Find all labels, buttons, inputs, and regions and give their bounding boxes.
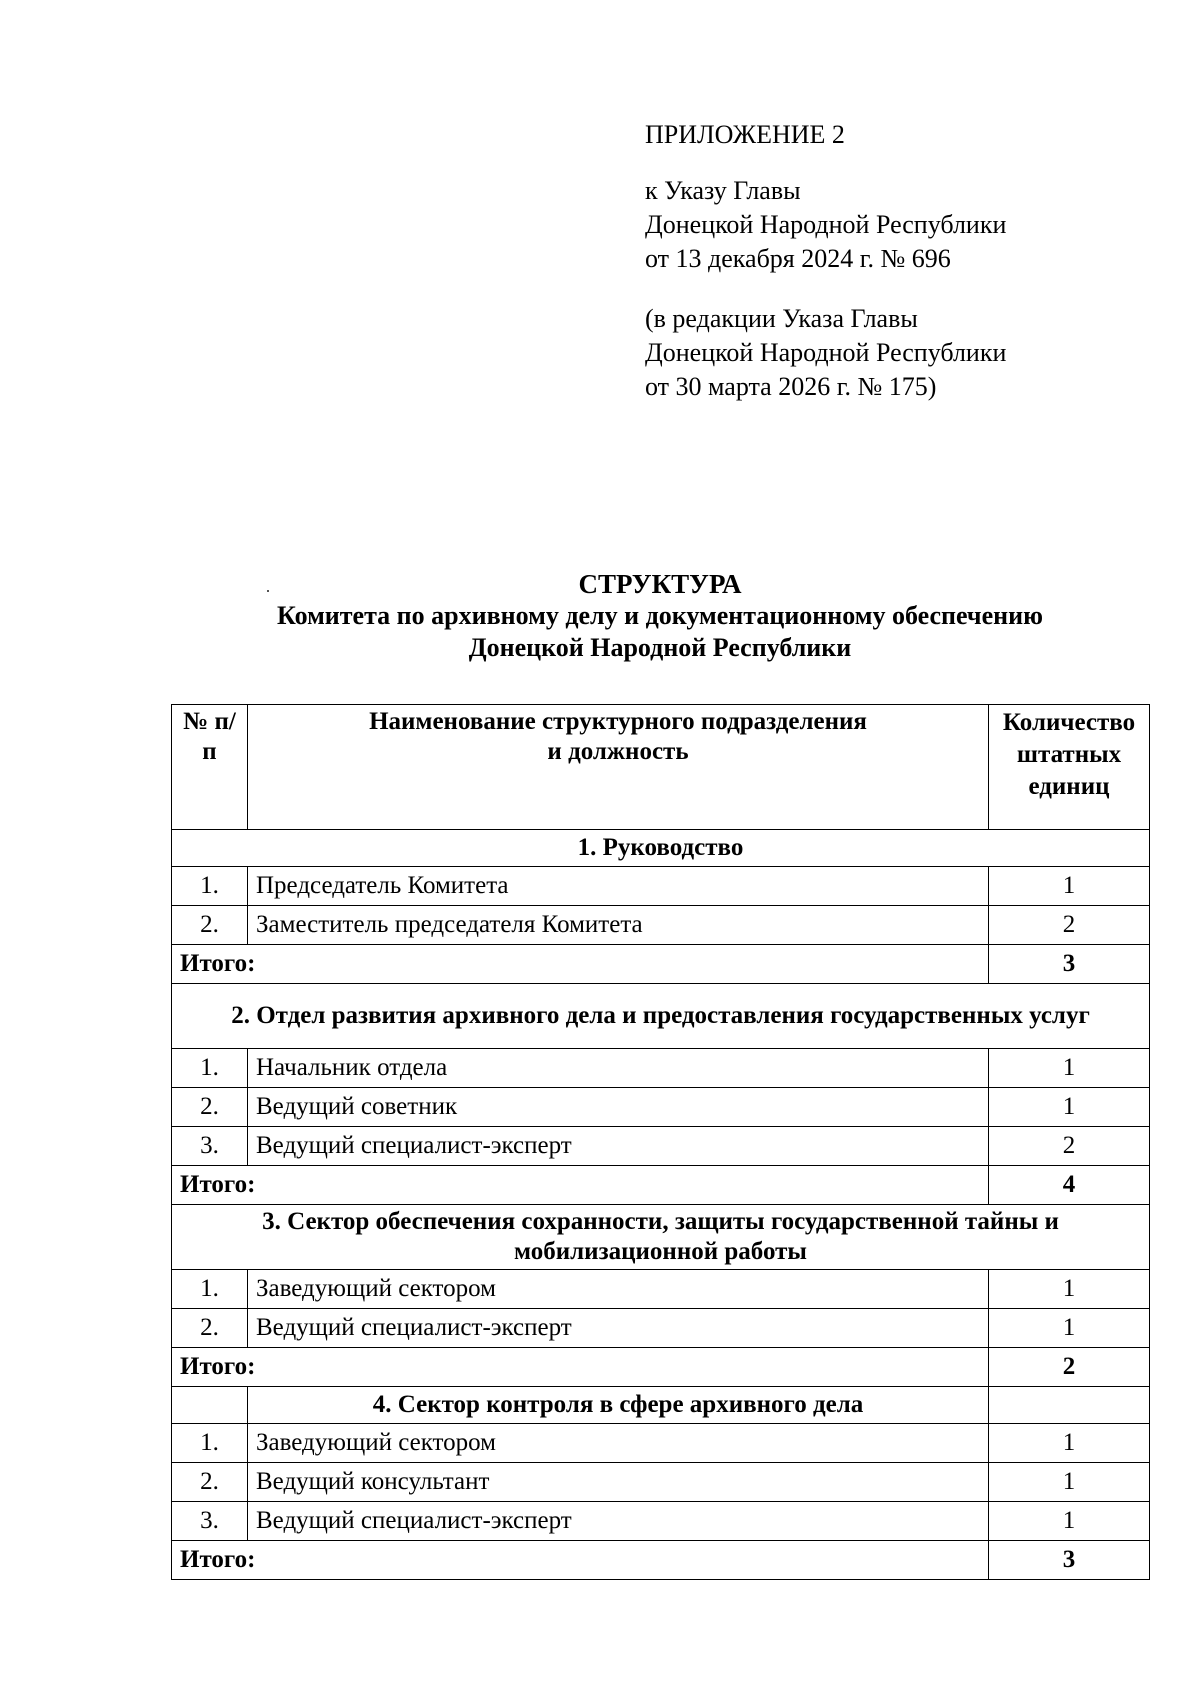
appendix-title: ПРИЛОЖЕНИЕ 2 [645,120,845,149]
section-title: 3. Сектор обеспечения сохранности, защиты государственной тайны и мобилизационной работы [172,1205,1150,1270]
row-count: 1 [989,1088,1150,1127]
table-row [172,1502,1150,1541]
table-row [172,906,1150,945]
total-label: Итого: [172,1166,989,1205]
row-count: 1 [989,867,1150,906]
table-header-row [172,705,1150,830]
section-row [172,1387,1150,1424]
appendix-ref-line: Донецкой Народной Республики [645,210,1007,239]
table-row [172,1127,1150,1166]
total-label: Итого: [172,1541,989,1580]
row-count: 1 [989,1424,1150,1463]
appendix-edition-line: (в редакции Указа Главы [645,304,918,333]
total-value: 2 [989,1348,1150,1387]
header-num: № п/п [172,705,248,830]
row-num: 2. [172,1088,248,1127]
row-num: 3. [172,1127,248,1166]
total-row [172,1348,1150,1387]
row-count: 1 [989,1309,1150,1348]
total-value: 4 [989,1166,1150,1205]
document-heading: СТРУКТУРА [578,569,742,599]
row-count: 2 [989,1127,1150,1166]
row-num: 2. [172,1463,248,1502]
appendix-ref-line: к Указу Главы [645,176,801,205]
row-position: Председатель Комитета [248,867,989,906]
row-count: 1 [989,1502,1150,1541]
document-subtitle: Комитета по архивному делу и документационному обеспечению [277,601,1043,630]
row-num: 1. [172,1424,248,1463]
row-position: Заведующий сектором [248,1424,989,1463]
row-num: 1. [172,867,248,906]
table-row [172,1424,1150,1463]
row-position: Ведущий специалист-эксперт [248,1502,989,1541]
total-row [172,945,1150,984]
section-empty-cell [172,1387,248,1424]
row-position: Заведующий сектором [248,1270,989,1309]
row-num: 1. [172,1049,248,1088]
section-row [172,1205,1150,1270]
row-position: Заместитель председателя Комитета [248,906,989,945]
appendix-block [645,118,1006,404]
document-title [170,568,1150,664]
appendix-edition-line: Донецкой Народной Республики [645,338,1007,367]
appendix-ref-line: от 13 декабря 2024 г. № 696 [645,244,951,273]
section-title: 1. Руководство [172,830,1150,867]
row-num: 3. [172,1502,248,1541]
row-count: 1 [989,1049,1150,1088]
row-count: 2 [989,906,1150,945]
total-label: Итого: [172,945,989,984]
total-value: 3 [989,1541,1150,1580]
row-count: 1 [989,1463,1150,1502]
total-row [172,1166,1150,1205]
row-num: 2. [172,1309,248,1348]
row-position: Ведущий советник [248,1088,989,1127]
header-name-line: Наименование структурного подразделения [369,708,867,735]
section-row [172,830,1150,867]
structure-table [171,704,1150,1580]
row-position: Начальник отдела [248,1049,989,1088]
section-row [172,984,1150,1049]
total-label: Итого: [172,1348,989,1387]
row-position: Ведущий специалист-эксперт [248,1127,989,1166]
section-title: 4. Сектор контроля в сфере архивного дела [248,1387,989,1424]
row-count: 1 [989,1270,1150,1309]
table-row [172,1270,1150,1309]
section-empty-cell [989,1387,1150,1424]
appendix-edition-line: от 30 марта 2026 г. № 175) [645,372,937,401]
table-row [172,1088,1150,1127]
table-row [172,1463,1150,1502]
table-row [172,867,1150,906]
document-subtitle: Донецкой Народной Республики [468,633,852,662]
total-row [172,1541,1150,1580]
table-row [172,1309,1150,1348]
section-title: 2. Отдел развития архивного дела и предоставления государственных услуг [172,984,1150,1049]
row-num: 1. [172,1270,248,1309]
row-position: Ведущий консультант [248,1463,989,1502]
header-name [248,705,989,830]
row-position: Ведущий специалист-эксперт [248,1309,989,1348]
header-count: Количество штатных единиц [989,705,1150,830]
row-num: 2. [172,906,248,945]
total-value: 3 [989,945,1150,984]
header-name-line: и должность [547,738,689,765]
table-row [172,1049,1150,1088]
